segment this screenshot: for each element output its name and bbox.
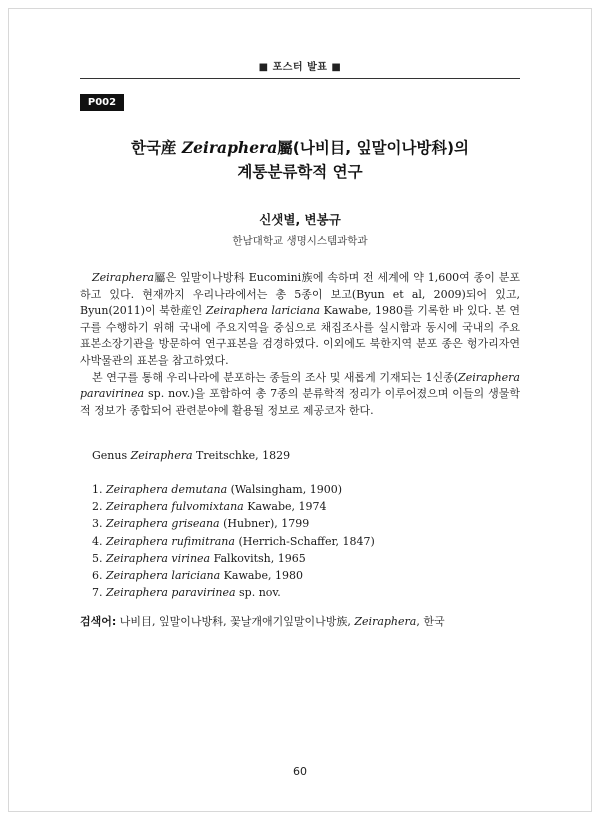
- species-name: Zeiraphera rufimitrana: [106, 534, 235, 548]
- genus-heading: [92, 449, 290, 462]
- text-run: 屬은 잎말이나방科 Eucomini族에 속하며 전 세계에 약 1,600여 종이 분포하고 있다. 현재까지 우리나라에서는 총 5종이 보고(Byun et al, 2009)되어 있고, Byun(2011)이 북한産인: [80, 271, 520, 318]
- species-name: Zeiraphera fulvomixtana: [106, 500, 244, 514]
- species-number: 5.: [92, 551, 106, 565]
- species-number: 4.: [92, 534, 106, 548]
- keywords-pre: 나비目, 잎말이나방科, 꽃날개애기잎말이나방族,: [116, 615, 355, 628]
- abstract-body: [80, 270, 520, 419]
- species-item: [92, 584, 375, 601]
- species-item: [92, 533, 375, 550]
- species-number: 6.: [92, 569, 106, 583]
- species-name: Zeiraphera lariciana: [106, 569, 221, 583]
- title-prefix: 한국産: [130, 139, 182, 157]
- page-number: 60: [293, 765, 307, 778]
- genus-author: Treitschke, 1829: [192, 449, 291, 462]
- header-divider: [80, 78, 520, 79]
- species-name-italic: Zeiraphera: [92, 271, 154, 284]
- title-line-1: [80, 136, 520, 158]
- species-name: Zeiraphera griseana: [106, 517, 220, 531]
- species-name-italic: Zeiraphera paravirinea: [80, 370, 520, 401]
- species-item: [92, 498, 375, 515]
- species-author: (Hubner), 1799: [219, 517, 310, 531]
- title-line-2: 계통분류학적 연구: [237, 163, 363, 181]
- keywords-label: 검색어:: [80, 615, 117, 628]
- authors: 신샛별, 변봉규: [259, 212, 341, 227]
- species-author: Kawabe, 1980: [220, 569, 303, 583]
- title-suffix: 屬(나비目, 잎말이나방科)의: [277, 139, 470, 157]
- keywords-post: , 한국: [416, 615, 445, 628]
- text-run: 본 연구를 통해 우리나라에 분포하는 종들의 조사 및 새롭게 기재되는 1신종(: [92, 370, 459, 384]
- species-item: [92, 515, 375, 532]
- abstract-paragraph-2: [80, 370, 520, 420]
- species-author: Kawabe, 1974: [243, 500, 327, 514]
- species-author: Falkovitsh, 1965: [210, 551, 306, 565]
- species-number: 3.: [92, 517, 106, 531]
- abstract-paragraph-1: [80, 270, 520, 370]
- genus-prefix: Genus: [92, 449, 131, 462]
- title-genus: Zeiraphera: [181, 138, 278, 157]
- species-author: (Herrich-Schaffer, 1847): [234, 534, 375, 548]
- affiliation: 한남대학교 생명시스템과학과: [232, 235, 368, 247]
- species-item: [92, 550, 375, 567]
- species-item: [92, 481, 375, 498]
- keywords-genus: Zeiraphera: [354, 615, 417, 628]
- species-name: Zeiraphera virinea: [106, 551, 211, 565]
- species-author: (Walsingham, 1900): [227, 483, 342, 496]
- text-run: Kawabe, 1980를 기록한 바 있다. 본 연구를 수행하기 위해 국내에 주요지역을 중심으로 채집조사를 실시함과 동시에 국내의 주요 표본소장기관을 방문하여 연구표본을 검경하였다. 이외에도 북한지역 분포 종은 헝가리자연사박물관의 표본을 참고하였다.: [80, 304, 521, 367]
- text-run: sp. nov.)을 포함하여 총 7종의 분류학적 정리가 이루어졌으며 이들의 생물학적 정보가 종합되어 관련분야에 활용될 정보로 제공코자 한다.: [80, 387, 520, 417]
- species-name-italic: Zeiraphera lariciana: [205, 304, 321, 318]
- species-author: sp. nov.: [235, 586, 281, 600]
- species-name: Zeiraphera demutana: [106, 483, 228, 496]
- species-number: 1.: [92, 483, 106, 496]
- species-item: [92, 567, 375, 584]
- species-number: 2.: [92, 500, 106, 514]
- species-name: Zeiraphera paravirinea: [106, 586, 236, 600]
- keywords: [80, 613, 520, 629]
- poster-id-badge: P002: [80, 94, 124, 111]
- species-list: [92, 481, 375, 601]
- genus-name: Zeiraphera: [130, 449, 193, 462]
- species-number: 7.: [92, 586, 106, 600]
- section-header: ■ 포스터 발표 ■: [258, 62, 342, 73]
